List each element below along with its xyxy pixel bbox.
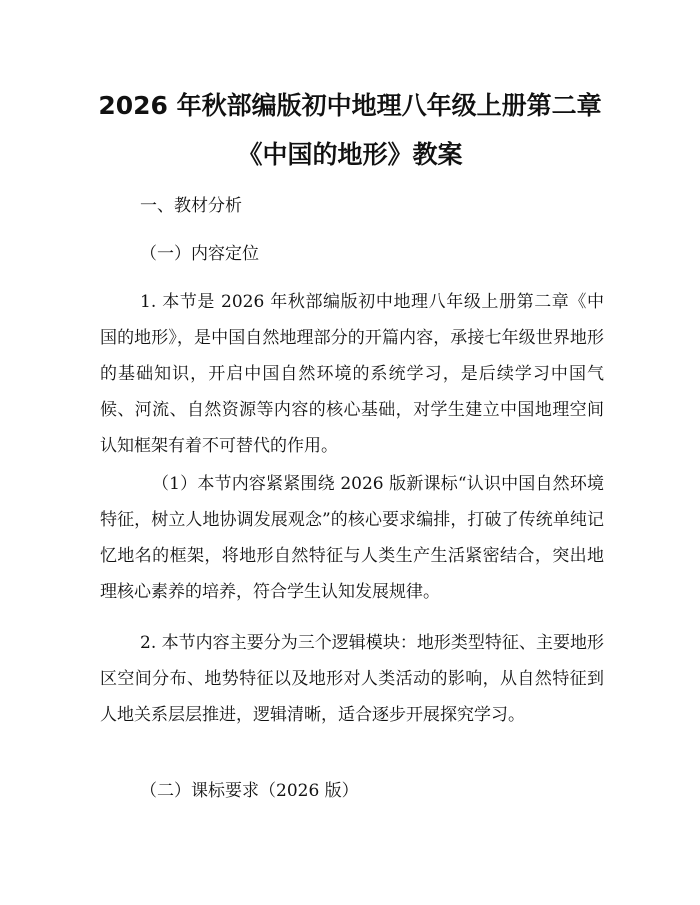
document-title-line-2: 《中国的地形》教案 — [237, 140, 463, 169]
subsection-heading-curriculum-requirements: （二）课标要求（2026 版） — [140, 781, 359, 801]
paragraph-2: 2. 本节内容主要分为三个逻辑模块：地形类型特征、主要地形区空间分布、地势特征以及地形对人类活动的影响，从自然特征到人地关系层层推进，逻辑清晰，适合逐步开展探究学习。 — [100, 633, 604, 725]
document-title-line-1: 2026 年秋部编版初中地理八年级上册第二章 — [98, 91, 602, 120]
paragraph-1-sub-1: （1）本节内容紧紧围绕 2026 版新课标“认识中国自然环境特征，树立人地协调发展观念”的核心要求编排，打破了传统单纯记忆地名的框架，将地形自然特征与人类生产生活紧密结合，突出地理核心素养的培养，符合学生认知发展规律。 — [100, 474, 604, 602]
section-heading-teaching-material-analysis: 一、教材分析 — [140, 196, 242, 216]
subsection-heading-content-positioning: （一）内容定位 — [140, 244, 259, 264]
paragraph-1: 1. 本节是 2026 年秋部编版初中地理八年级上册第二章《中国的地形》，是中国自然地理部分的开篇内容，承接七年级世界地形的基础知识，开启中国自然环境的系统学习，是后续学习中国气候、河流、自然资源等内容的核心基础，对学生建立中国地理空间认知框架有着不可替代的作用。 — [100, 292, 604, 456]
